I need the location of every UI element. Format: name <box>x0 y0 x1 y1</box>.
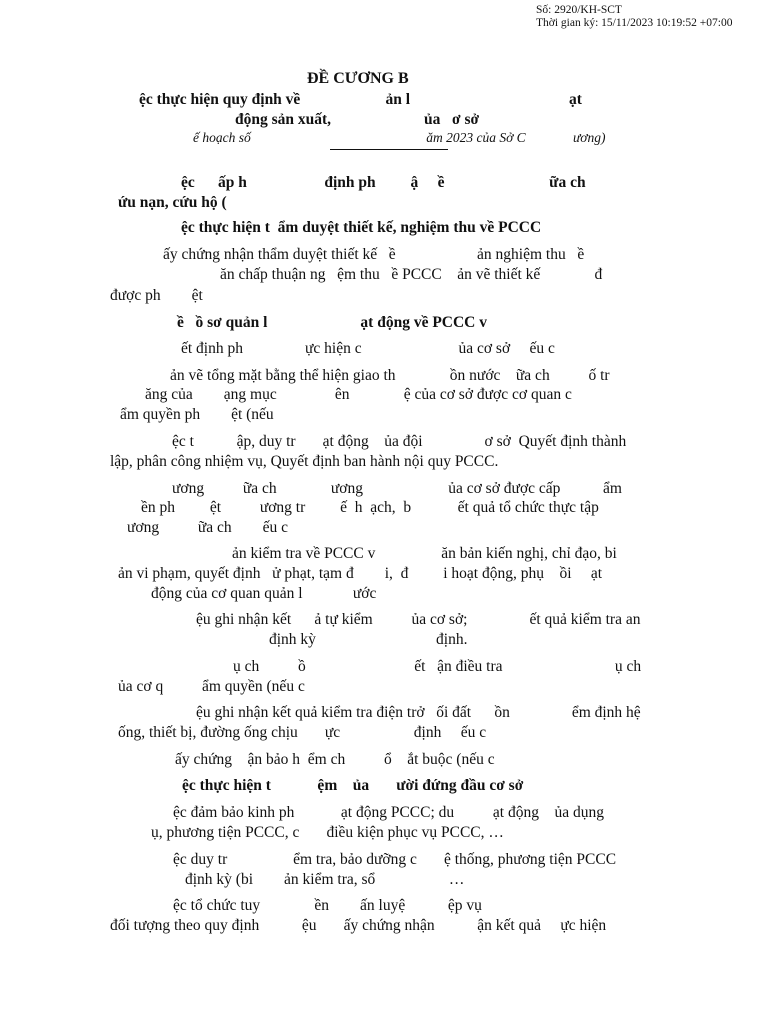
paragraph-line: ụ, phương tiện PCCC, c điều kiện phục vụ PCCC, … <box>151 824 504 841</box>
signature-stamp <box>536 4 732 30</box>
paragraph-line: đối tượng theo quy định ệu ấy chứng nhận ận kết quả ực hiện <box>110 917 607 934</box>
doc-subtitle-line1: ệc thực hiện quy định về ản l ạt <box>139 91 582 108</box>
paragraph-line: ền ph ệt ương tr ế h ạch, b ết quả tổ chức thực tập <box>141 499 599 516</box>
paragraph-line: ệc tổ chức tuy ền ấn luyệ ệp vụ <box>173 897 482 914</box>
paragraph-line: ủa cơ q ẩm quyền (nếu c <box>118 678 305 695</box>
doc-title: ĐỀ CƯƠNG B <box>307 70 409 87</box>
doc-subtitle-line2: động sản xuất, ủa ơ sở <box>235 111 480 128</box>
paragraph-line: ệu ghi nhận kết ả tự kiểm ủa cơ sở; ết quả kiểm tra an <box>196 611 641 628</box>
section-heading-3: ề ồ sơ quản l ạt động về PCCC v <box>177 314 487 331</box>
paragraph-line: ản vi phạm, quyết định ử phạt, tạm đ i, đ i hoạt động, phụ ồi ạt <box>118 565 603 582</box>
paragraph-line: ản vẽ tổng mặt bằng thể hiện giao th ồn nước ữa ch ố tr <box>170 367 610 384</box>
paragraph-line: động của cơ quan quản l ước <box>151 585 377 602</box>
paragraph-line: ống, thiết bị, đường ống chịu ực định ếu c <box>118 724 487 741</box>
paragraph-line: ấy chứng ận bảo h ểm ch ổ ắt buộc (nếu c <box>175 751 495 768</box>
title-divider <box>330 149 448 150</box>
section-heading-1-cont: ứu nạn, cứu hộ ( <box>118 194 227 211</box>
section-heading-1: ệc ấp h định ph ậ ề ữa ch <box>181 174 586 191</box>
paragraph-line: ết định ph ực hiện c ủa cơ sở ếu c <box>181 340 555 357</box>
document-number: Số: 2920/KH-SCT <box>536 4 622 16</box>
section-heading-2: ệc thực hiện t ẩm duyệt thiết kế, nghiệm thu về PCCC <box>181 219 542 236</box>
paragraph-line: ẩm quyền ph ệt (nếu <box>120 406 274 423</box>
paragraph-line: ăn chấp thuận ng ệm thu ề PCCC ản vẽ thiết kế đ <box>220 266 603 283</box>
paragraph-line: ệc duy tr ểm tra, bảo dưỡng c ệ thống, phương tiện PCCC <box>173 851 617 868</box>
paragraph-line: ăng của ạng mục ên ệ của cơ sở được cơ quan c <box>145 386 572 403</box>
paragraph-line: ệc t ập, duy tr ạt động ủa đội ơ sở Quyết định thành <box>172 433 627 450</box>
doc-reference: ế hoạch số ăm 2023 của Sở C ương) <box>193 130 606 145</box>
paragraph-line: lập, phân công nhiệm vụ, Quyết định ban hành nội quy PCCC. <box>110 453 499 470</box>
signing-time: Thời gian ký: 15/11/2023 10:19:52 +07:00 <box>536 17 733 29</box>
paragraph-line: ệu ghi nhận kết quả kiểm tra điện trở ối đất ồn ểm định hệ <box>196 704 641 721</box>
paragraph-line: định kỳ định. <box>269 631 468 648</box>
paragraph-line: ản kiểm tra về PCCC v ăn bản kiến nghị, chỉ đạo, bi <box>232 545 617 562</box>
paragraph-line: được ph ệt <box>110 287 203 304</box>
paragraph-line: ụ ch ồ ết ận điều tra ụ ch <box>233 658 642 675</box>
paragraph-line: ương ữa ch ương ủa cơ sở được cấp ẩm <box>172 480 622 497</box>
paragraph-line: ương ữa ch ếu c <box>127 519 289 536</box>
paragraph-line: định kỳ (bi ản kiểm tra, sổ … <box>185 871 465 888</box>
paragraph-line: ệc đảm bảo kinh ph ạt động PCCC; du ạt động ủa dụng <box>173 804 604 821</box>
paragraph-line: ấy chứng nhận thẩm duyệt thiết kế ề ản nghiệm thu ề <box>163 246 585 263</box>
section-heading-4: ệc thực hiện t ệm ủa ười đứng đầu cơ sở <box>182 777 524 794</box>
